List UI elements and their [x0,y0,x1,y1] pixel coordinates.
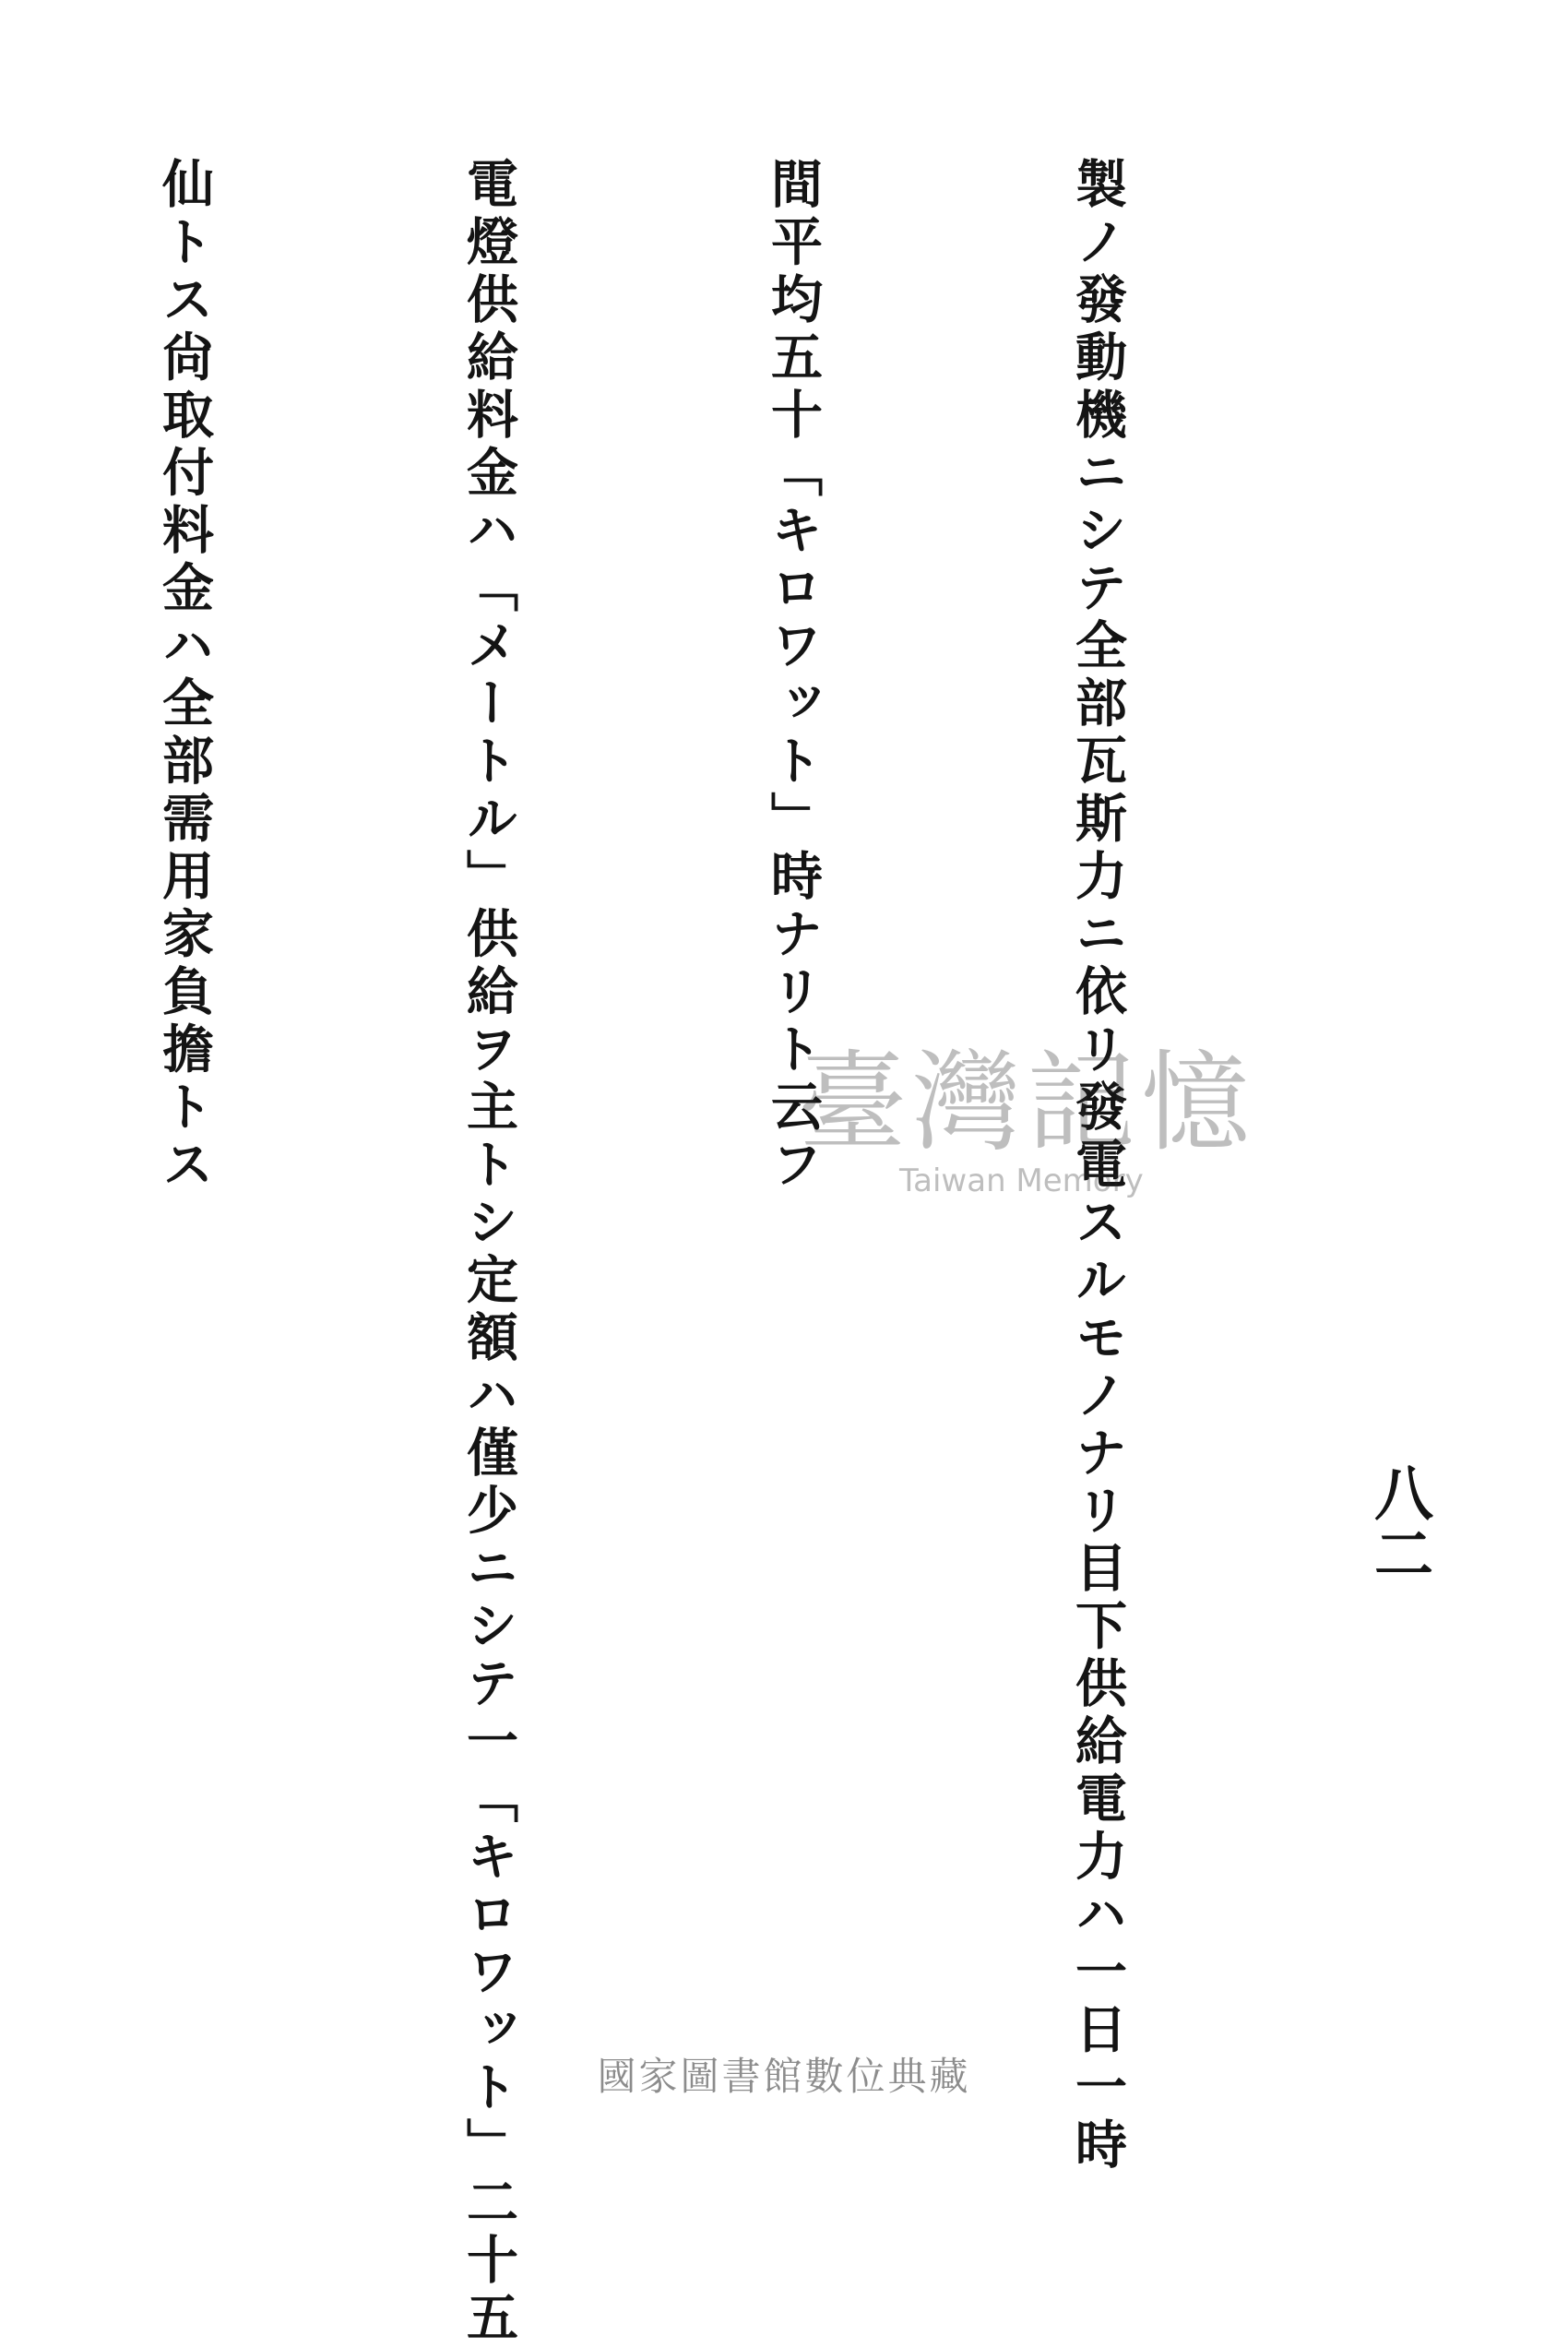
watermark-title: 臺灣記憶 [798,1039,1256,1166]
footer-credit: 國家圖書館數位典藏 [597,2054,971,2099]
text-line: 仙トス尙取付料金ハ全部需用家負擔トス [154,157,215,1195]
text-line: 電燈供給料金ハ「メートル」供給ヲ主トシ定額ハ僅少ニシテ一「キロワット」二十五 [458,157,519,2348]
text-line: 製ノ發動機ニシテ全部瓦斯力ニ依リ發電スルモノナリ目下供給電力ハ一日一時 [1067,157,1128,2175]
text-line: 間平均五十「キロワット」時ナリト云フ [763,157,824,1195]
watermark-subtitle: Taiwan Memory [899,1162,1144,1199]
page-number: 八二 [1364,1462,1433,1584]
